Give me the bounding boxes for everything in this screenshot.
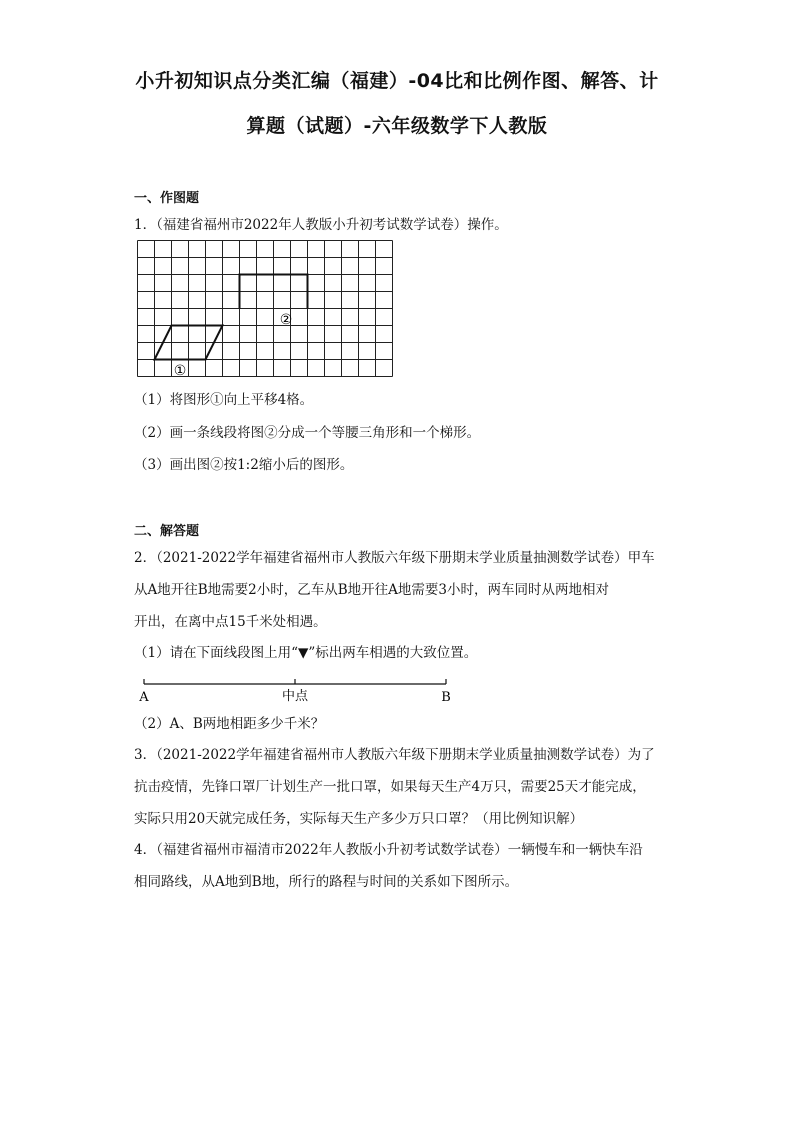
question-4-line-1: 4．（福建省福州市福清市2022年人教版小升初考试数学试卷）一辆慢车和一辆快车沿 bbox=[134, 842, 643, 858]
question-4-line-2: 相同路线，从A地到B地，所行的路程与时间的关系如下图所示。 bbox=[134, 874, 519, 890]
line-segment-diagram bbox=[134, 674, 464, 712]
document-title-line-2: 算题（试题）-六年级数学下人教版 bbox=[246, 115, 548, 137]
question-3-line-3: 实际只用20天就完成任务，实际每天生产多少万只口罩？（用比例知识解） bbox=[134, 811, 584, 827]
shape-1-label: ① bbox=[173, 363, 187, 379]
question-1-sub-2: （2）画一条线段将图②分成一个等腰三角形和一个梯形。 bbox=[134, 425, 481, 441]
segment-svg bbox=[134, 674, 464, 708]
question-2-sub-1: （1）请在下面线段图上用“▼”标出两车相遇的大致位置。 bbox=[134, 645, 478, 661]
question-3-line-1: 3．（2021-2022学年福建省福州市人教版六年级下册期末学业质量抽测数学试卷）为了 bbox=[134, 747, 655, 763]
question-2-line-2: 从A地开往B地需要2小时，乙车从B地开往A地需要3小时，两车同时从两地相对 bbox=[134, 582, 610, 598]
section-heading-drawing: 一、作图题 bbox=[134, 191, 200, 206]
question-2-line-1: 2．（2021-2022学年福建省福州市人教版六年级下册期末学业质量抽测数学试卷）甲车 bbox=[134, 550, 655, 566]
question-3-line-2: 抗击疫情，先锋口罩厂计划生产一批口罩，如果每天生产4万只，需要25天才能完成， bbox=[134, 779, 646, 795]
document-title-line-1: 小升初知识点分类汇编（福建）-04比和比例作图、解答、计 bbox=[135, 70, 659, 92]
question-1-stem: 1．（福建省福州市2022年人教版小升初考试数学试卷）操作。 bbox=[134, 217, 508, 233]
segment-label-b: B bbox=[441, 690, 451, 705]
question-1-sub-1: （1）将图形①向上平移4格。 bbox=[134, 392, 314, 408]
grid-svg bbox=[134, 240, 404, 380]
question-2-line-3: 开出，在离中点15千米处相遇。 bbox=[134, 614, 327, 630]
question-1-sub-3: （3）画出图②按1:2缩小后的图形。 bbox=[134, 457, 354, 473]
section-heading-answer: 二、解答题 bbox=[134, 524, 200, 539]
grid-figure bbox=[134, 240, 404, 384]
shape-2-label: ② bbox=[279, 312, 293, 328]
question-2-sub-2: （2）A、B两地相距多少千米？ bbox=[134, 716, 325, 732]
segment-label-midpoint: 中点 bbox=[281, 689, 309, 704]
grid-lines bbox=[138, 241, 393, 377]
segment-label-a: A bbox=[139, 690, 149, 705]
